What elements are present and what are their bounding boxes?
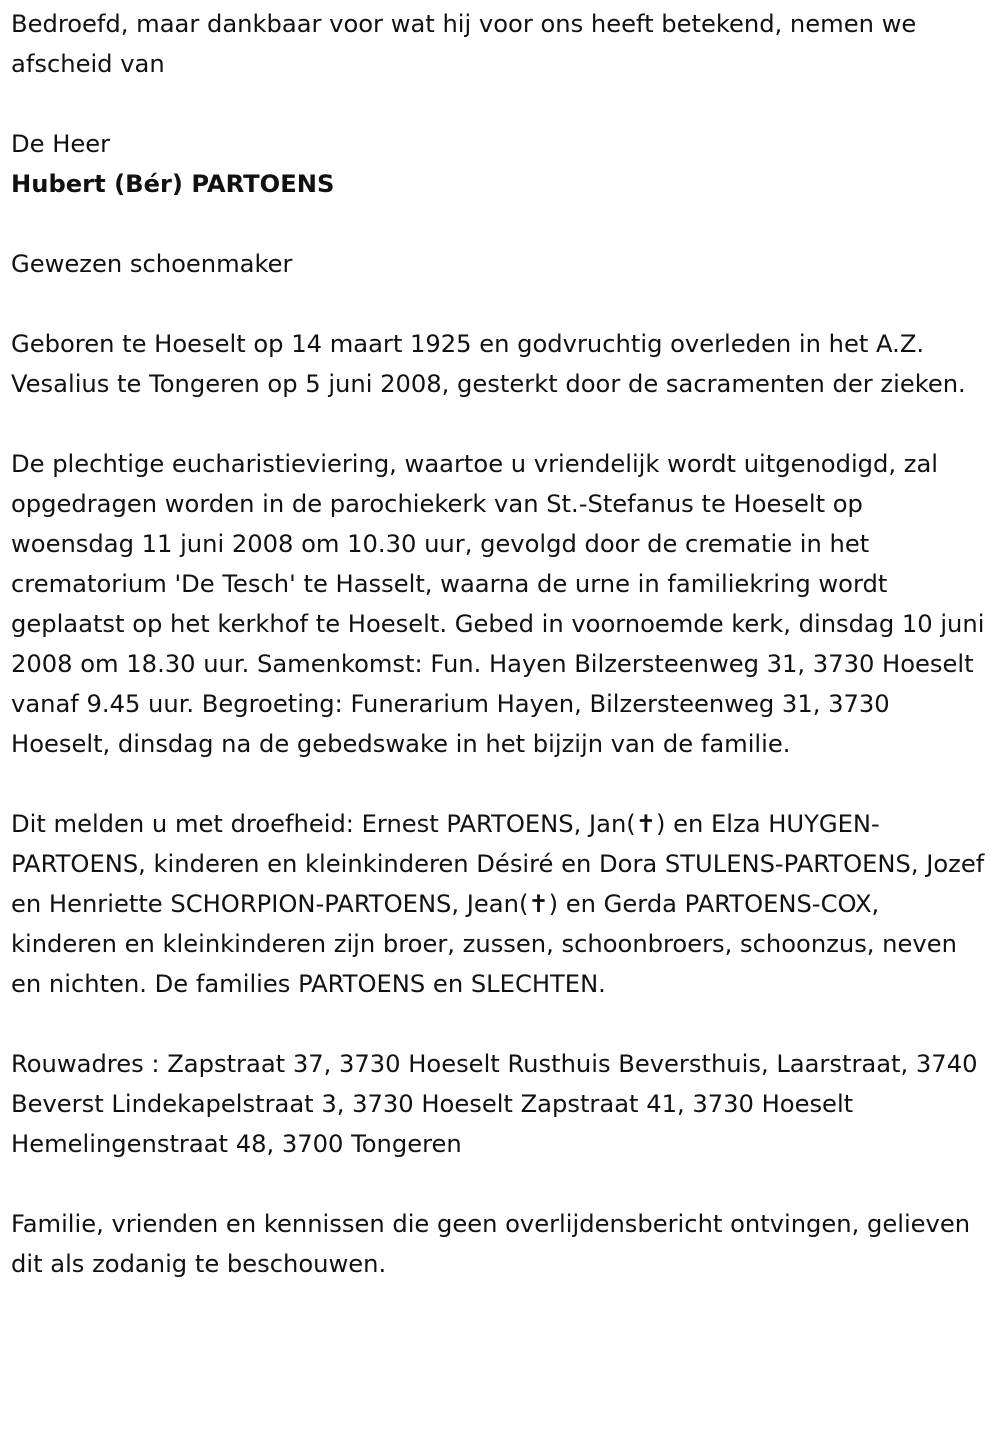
intro-text: Bedroefd, maar dankbaar voor wat hij voor ons heeft betekend, nemen we afscheid van: [11, 10, 917, 78]
occupation-text: Gewezen schoenmaker: [11, 250, 293, 278]
birth-death-paragraph: Geboren te Hoeselt op 14 maart 1925 en godvruchtig overleden in het A.Z. Vesalius te Tongeren op 5 juni 2008, gesterkt door de sacramenten der zieken.: [11, 330, 966, 398]
ceremony-paragraph: De plechtige eucharistieviering, waartoe u vriendelijk wordt uitgenodigd, zal opgedragen worden in de parochiekerk van St.-Stefanus te Hoeselt op woensdag 11 juni 2008 om 10.30 uur, gevolgd door de crematie in het crematorium 'De Tesch' te Hasselt, waarna de urne in familiekring wordt geplaatst op het kerkhof te Hoeselt. Gebed in voornoemde kerk, dinsdag 10 juni 2008 om 18.30 uur. Samenkomst: Fun. Hayen Bilzersteenweg 31, 3730 Hoeselt vanaf 9.45 uur. Begroeting: Funerarium Hayen, Bilzersteenweg 31, 3730 Hoeselt, dinsdag na de gebedswake in het bijzijn van de familie.: [11, 450, 985, 758]
family-paragraph: Dit melden u met droefheid: Ernest PARTOENS, Jan(✝) en Elza HUYGEN-PARTOENS, kinderen en kleinkinderen Désiré en Dora STULENS-PARTOENS, Jozef en Henriette SCHORPION-PARTOENS, Jean(✝) en Gerda PARTOENS-COX, kinderen en kleinkinderen zijn broer, zussen, schoonbroers, schoonzus, neven en nichten. De families PARTOENS en SLECHTEN.: [11, 810, 985, 998]
mourning-address-paragraph: Rouwadres : Zapstraat 37, 3730 Hoeselt Rusthuis Beversthuis, Laarstraat, 3740 Beverst Lindekapelstraat 3, 3730 Hoeselt Zapstraat 41, 3730 Hoeselt Hemelingenstraat 48, 3700 Tongeren: [11, 1050, 978, 1158]
honorific-title: De Heer: [11, 130, 111, 158]
deceased-name: Hubert (Bér) PARTOENS: [11, 170, 335, 198]
closing-paragraph: Familie, vrienden en kennissen die geen overlijdensbericht ontvingen, gelieven dit als zodanig te beschouwen.: [11, 1210, 971, 1278]
obituary-notice: [11, 4, 989, 1284]
